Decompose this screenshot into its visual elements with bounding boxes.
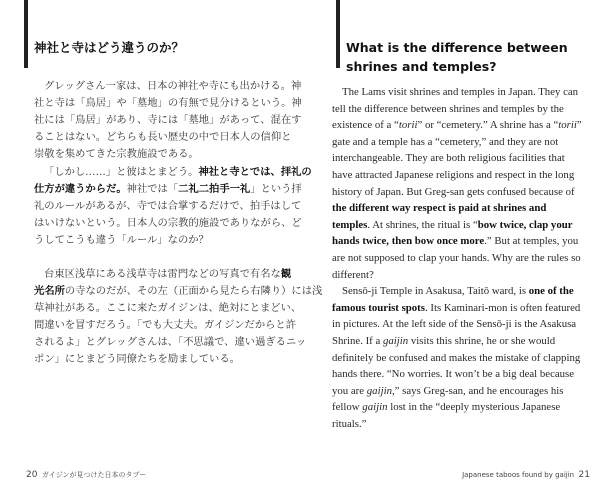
jp-line: 社には「鳥居」があり、寺には「墓地」があって、混在す (34, 114, 302, 126)
jp-line (34, 181, 302, 198)
jp-highlight: 仕方が違うからだ。 (34, 183, 127, 195)
jp-text: 「しかし……」と彼はとまどう。 (44, 166, 199, 178)
jp-line: はいけないという。日本人の宗教的施設でありながら、ど (34, 217, 302, 229)
page-number: 21 (578, 470, 590, 480)
en-italic: torii (398, 119, 418, 132)
en-text: .” But at temples, you are not supposed to clap your hands. Why are the rules so different? (332, 235, 581, 281)
english-body (332, 84, 582, 432)
en-italic: gaijin (366, 384, 392, 397)
jp-line (34, 266, 292, 283)
heading-accent-bar (24, 0, 28, 68)
jp-paragraph-2 (34, 164, 312, 249)
jp-line: 崇敬を集めてきた宗教施設である。 (34, 148, 199, 160)
jp-line: 草神社がある。ここに来たガイジンは、絶対にとまどい、 (34, 302, 302, 314)
en-text: ,” says Greg-san, and he encourages his fellow (332, 384, 564, 414)
jp-line: されるよ」とグレッグさんは、「不思議で、違い過ぎるニッ (34, 336, 307, 348)
en-text: ” or “cemetery.” A shrine has a “ (417, 119, 559, 132)
right-page (300, 0, 600, 498)
en-text: The Lams visit shrines and temples in Japan. They can tell the difference between shrines and temples by the existence of a “ (332, 86, 579, 132)
jp-line: ポン」にとまどう同僚たちを励ましている。 (34, 353, 240, 365)
en-text: lost in the “deeply mysterious Japanese rituals.” (332, 401, 561, 430)
jp-paragraph-3 (34, 266, 323, 368)
jp-line: 社と寺は「鳥居」や「墓地」の有無で見分けるという。神 (34, 97, 302, 109)
left-heading: 神社と寺はどう違うのか？ (34, 40, 185, 55)
right-heading: What is the difference between shrines and temples? (346, 40, 568, 74)
jp-text: の寺なのだが、その左（正面から見たら右隣り）には浅 (64, 285, 323, 297)
en-paragraph-1 (332, 84, 582, 283)
en-italic: gaijin (382, 334, 409, 347)
jp-highlight: 光名所 (34, 285, 65, 297)
en-text: . Its Kaminari-mon is often featured in pictures. At the left side of the Sensō-ji is the Asakusa Shrine. If a (332, 301, 581, 347)
en-italic: torii (558, 119, 577, 132)
jp-line (34, 283, 323, 300)
en-text: Sensō-ji Temple in Asakusa, Taitō ward, is (342, 285, 529, 298)
jp-paragraph-1 (34, 78, 302, 163)
jp-line: うしてこうも違う「ルール」なのか？ (34, 234, 209, 246)
jp-line: ることはない。どちらも長い歴史の中で日本人の信仰と (34, 131, 292, 143)
en-bold: one of the famous tourist spots (332, 285, 574, 314)
jp-line: 間違いを冒すだろう。「でも大丈夫。ガイジンだからと許 (34, 319, 297, 331)
jp-highlight: 神社と寺とでは、拝礼の (198, 166, 312, 178)
heading-accent-bar (336, 0, 340, 68)
jp-highlight: 観 (280, 268, 292, 280)
running-title: Japanese taboos found by gaijin (462, 471, 575, 479)
right-folio (462, 470, 590, 480)
left-folio (26, 470, 146, 480)
jp-line: グレッグさん一家は、日本の神社や寺にも出かける。神 (44, 80, 302, 92)
jp-line (34, 164, 312, 181)
en-paragraph-2 (332, 283, 582, 432)
en-text: visits this shrine, he or she would definitely be confused and makes the mistake of clapping hands there. “No worries. It won’t be a big deal because you are (332, 334, 581, 397)
en-bold: the different way respect is paid at shrines and temples (332, 202, 547, 231)
en-text: . At shrines, the ritual is “ (367, 218, 478, 231)
jp-highlight: 二礼二拍手一礼 (178, 183, 251, 195)
jp-line: 礼のルールがあるが、寺では合掌するだけで、拍手はして (34, 200, 302, 212)
en-text: ” gate and a temple has a “cemetery,” and they are not interchangeable. They are both religious facilities that have attracted Japanese religions and respect in the long history of Japan. But Greg-san gets confused because of (332, 119, 582, 198)
jp-text: 神社では「 (126, 183, 179, 195)
page-number: 20 (26, 470, 38, 480)
en-italic: gaijin (362, 401, 388, 414)
running-title: ガイジンが見つけた日本のタブー (41, 471, 147, 479)
jp-text: 台東区浅草にある浅草寺は雷門などの写真で有名な (44, 268, 281, 280)
en-bold: bow twice, clap your hands twice, then bow once more (332, 218, 573, 248)
jp-text: 」という拝 (250, 183, 302, 195)
